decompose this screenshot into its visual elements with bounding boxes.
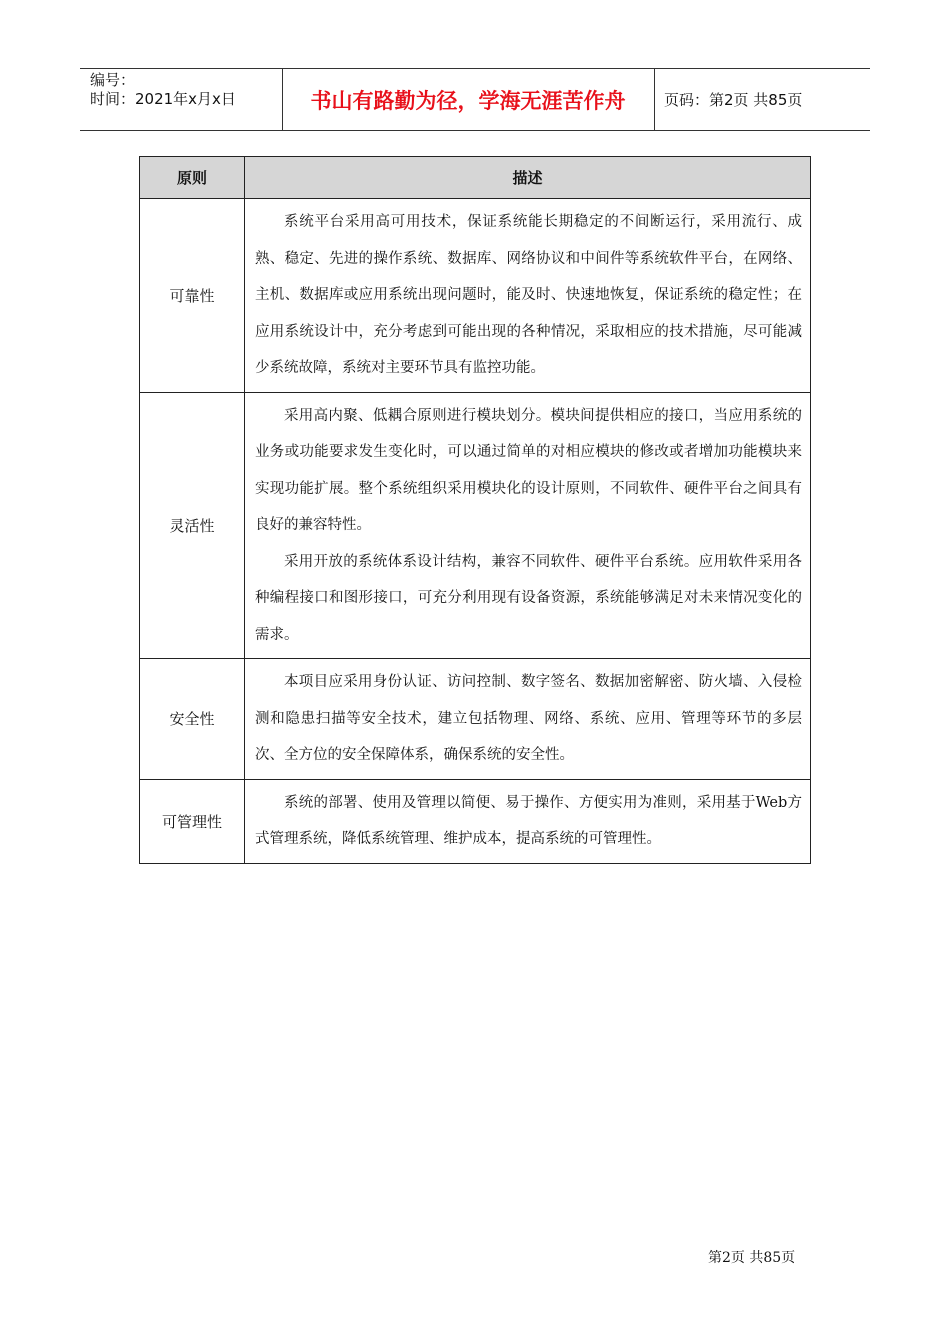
principle-cell: 灵活性 <box>140 392 245 659</box>
principle-cell: 可靠性 <box>140 199 245 393</box>
header-motto: 书山有路勤为径，学海无涯苦作舟 <box>310 88 626 113</box>
description-paragraph: 系统平台采用高可用技术，保证系统能长期稳定的不间断运行，采用流行、成熟、稳定、先进的操作系统、数据库、网络协议和中间件等系统软件平台，在网络、主机、数据库或应用系统出现问题时，能及时、快速地恢复，保证系统的稳定性；在应用系统设计中，充分考虑到可能出现的各种情况，采取相应的技术措施，尽可能减少系统故障，系统对主要环节具有监控功能。 <box>255 214 802 376</box>
table-row <box>140 779 811 863</box>
description-paragraph: 本项目应采用身份认证、访问控制、数字签名、数据加密解密、防火墙、入侵检测和隐患扫描等安全技术，建立包括物理、网络、系统、应用、管理等环节的多层次、全方位的安全保障体系，确保系统的安全性。 <box>255 674 802 763</box>
page-header <box>80 68 870 131</box>
description-paragraph: 采用高内聚、低耦合原则进行模块划分。模块间提供相应的接口，当应用系统的业务或功能要求发生变化时，可以通过简单的对相应模块的修改或者增加功能模块来实现功能扩展。整个系统组织采用模块化的设计原则，不同软件、硬件平台之间具有良好的兼容特性。 <box>255 407 802 533</box>
description-cell <box>245 199 811 393</box>
description-cell <box>245 659 811 780</box>
table-row <box>140 392 811 659</box>
table-header-row <box>140 157 811 199</box>
principle-cell: 可管理性 <box>140 779 245 863</box>
header-page-info: 页码：第2页 共85页 <box>664 91 803 109</box>
header-meta <box>90 71 290 109</box>
principles-table <box>139 156 811 864</box>
description-paragraph: 采用开放的系统体系设计结构，兼容不同软件、硬件平台系统。应用软件采用各种编程接口和图形接口，可充分利用现有设备资源，系统能够满足对未来情况变化的需求。 <box>255 553 802 643</box>
description-cell <box>245 392 811 659</box>
header-divider <box>654 69 655 130</box>
document-number-label: 编号： <box>90 71 136 89</box>
description-cell <box>245 779 811 863</box>
column-header-description: 描述 <box>245 157 811 199</box>
document-date: 时间：2021年x月x日 <box>90 90 236 108</box>
table-row <box>140 659 811 780</box>
column-header-principle: 原则 <box>140 157 245 199</box>
page-footer: 第2页 共85页 <box>708 1250 796 1266</box>
principle-cell: 安全性 <box>140 659 245 780</box>
description-paragraph: 系统的部署、使用及管理以简便、易于操作、方便实用为准则，采用基于Web方式管理系统，降低系统管理、维护成本，提高系统的可管理性。 <box>255 794 802 847</box>
table-row <box>140 199 811 393</box>
